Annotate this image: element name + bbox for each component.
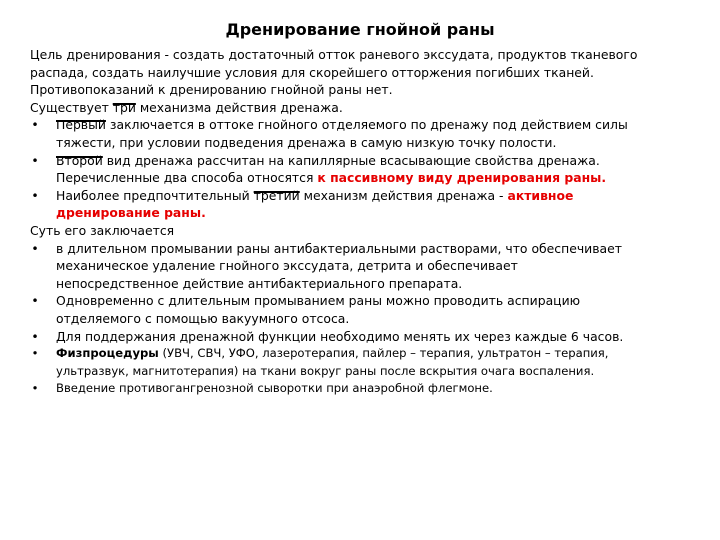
third-text-b: механизм действия дренажа - [299, 187, 508, 203]
bullet-marker: • [31, 240, 39, 256]
bullet-first-line-1 [56, 116, 692, 134]
bullet-serum [30, 380, 692, 398]
bullet-marker: • [31, 187, 39, 203]
bullet-second-line-2 [56, 169, 692, 187]
bullet-drain-change [30, 328, 692, 346]
third-keyword: третий [253, 187, 300, 203]
bullet-second-mechanism [30, 152, 692, 187]
second-keyword: Второй [56, 152, 103, 168]
slide-title: Дренирование гнойной раны [225, 20, 495, 39]
purpose-line-2: распада, создать наилучшие условия для скорейшего отторжения погибших тканей. [30, 64, 594, 80]
second-line2-text: Перечисленные два способа относятся [56, 170, 318, 186]
mechanisms-text-a: Существует [30, 99, 113, 115]
bullet-third-line-1 [56, 187, 692, 205]
aspiration-line-2: отделяемого с помощью вакуумного отсоса. [56, 310, 350, 326]
bullet-marker: • [31, 117, 39, 133]
physiotherapy-line-1 [56, 345, 692, 363]
bullet-first-mechanism [30, 116, 692, 151]
active-drainage-highlight: дренирование раны. [56, 205, 206, 221]
essence-heading: Суть его заключается [30, 222, 175, 238]
irrigation-line-1: в длительном промывании раны антибактериальными растворами, что обеспечивает [56, 240, 622, 256]
mechanisms-line [30, 99, 692, 117]
irrigation-line-2: механическое удаление гнойного экссудата, детрита и обеспечивает [56, 258, 518, 274]
contraindications-line: Противопоказаний к дренированию гнойной раны нет. [30, 82, 393, 98]
bullet-aspiration [30, 292, 692, 327]
purpose-line-1: Цель дренирования - создать достаточный отток раневого экссудата, продуктов тканевого [30, 47, 638, 62]
first-text: заключается в оттоке гнойного отделяемого по дренажу под действием силы [105, 117, 628, 133]
aspiration-line-1: Одновременно с длительным промыванием раны можно проводить аспирацию [56, 293, 581, 309]
bullet-second-line-1 [56, 152, 692, 170]
bullet-third-mechanism [30, 187, 692, 222]
bullet-marker: • [31, 152, 39, 168]
bullet-marker: • [31, 346, 39, 361]
active-highlight: активное [507, 187, 574, 203]
slide-body [30, 46, 692, 398]
passive-drainage-highlight: к пассивному виду дренирования раны. [317, 170, 607, 186]
bullet-irrigation [30, 240, 692, 293]
mechanisms-text-b: механизма действия дренажа. [135, 99, 343, 115]
physiotherapy-line-2: ультразвук, магнитотерапия) на ткани вокруг раны после вскрытия очага воспаления. [56, 363, 595, 378]
first-keyword: Первый [56, 117, 106, 133]
serum-line: Введение противогангренозной сыворотки при анаэробной флегмоне. [56, 381, 493, 396]
second-text: вид дренажа рассчитан на капиллярные всасывающие свойства дренажа. [102, 152, 600, 168]
bullet-marker: • [31, 293, 39, 309]
physiotherapy-text: (УВЧ, СВЧ, УФО, лазеротерапия, пайлер – терапия, ультратон – терапия, [158, 346, 609, 361]
irrigation-line-3: непосредственное действие антибактериального препарата. [56, 275, 463, 291]
bullet-marker: • [31, 381, 39, 396]
mechanisms-count: три [112, 99, 136, 115]
bullet-marker: • [31, 328, 39, 344]
bullet-physiotherapy [30, 345, 692, 380]
physiotherapy-keyword: Физпроцедуры [56, 346, 159, 361]
third-text-a: Наиболее предпочтительный [56, 187, 254, 203]
drain-change-line: Для поддержания дренажной функции необходимо менять их через каждые 6 часов. [56, 328, 624, 344]
bullet-first-line-2: тяжести, при условии подведения дренажа в самую низкую точку полости. [56, 134, 557, 150]
